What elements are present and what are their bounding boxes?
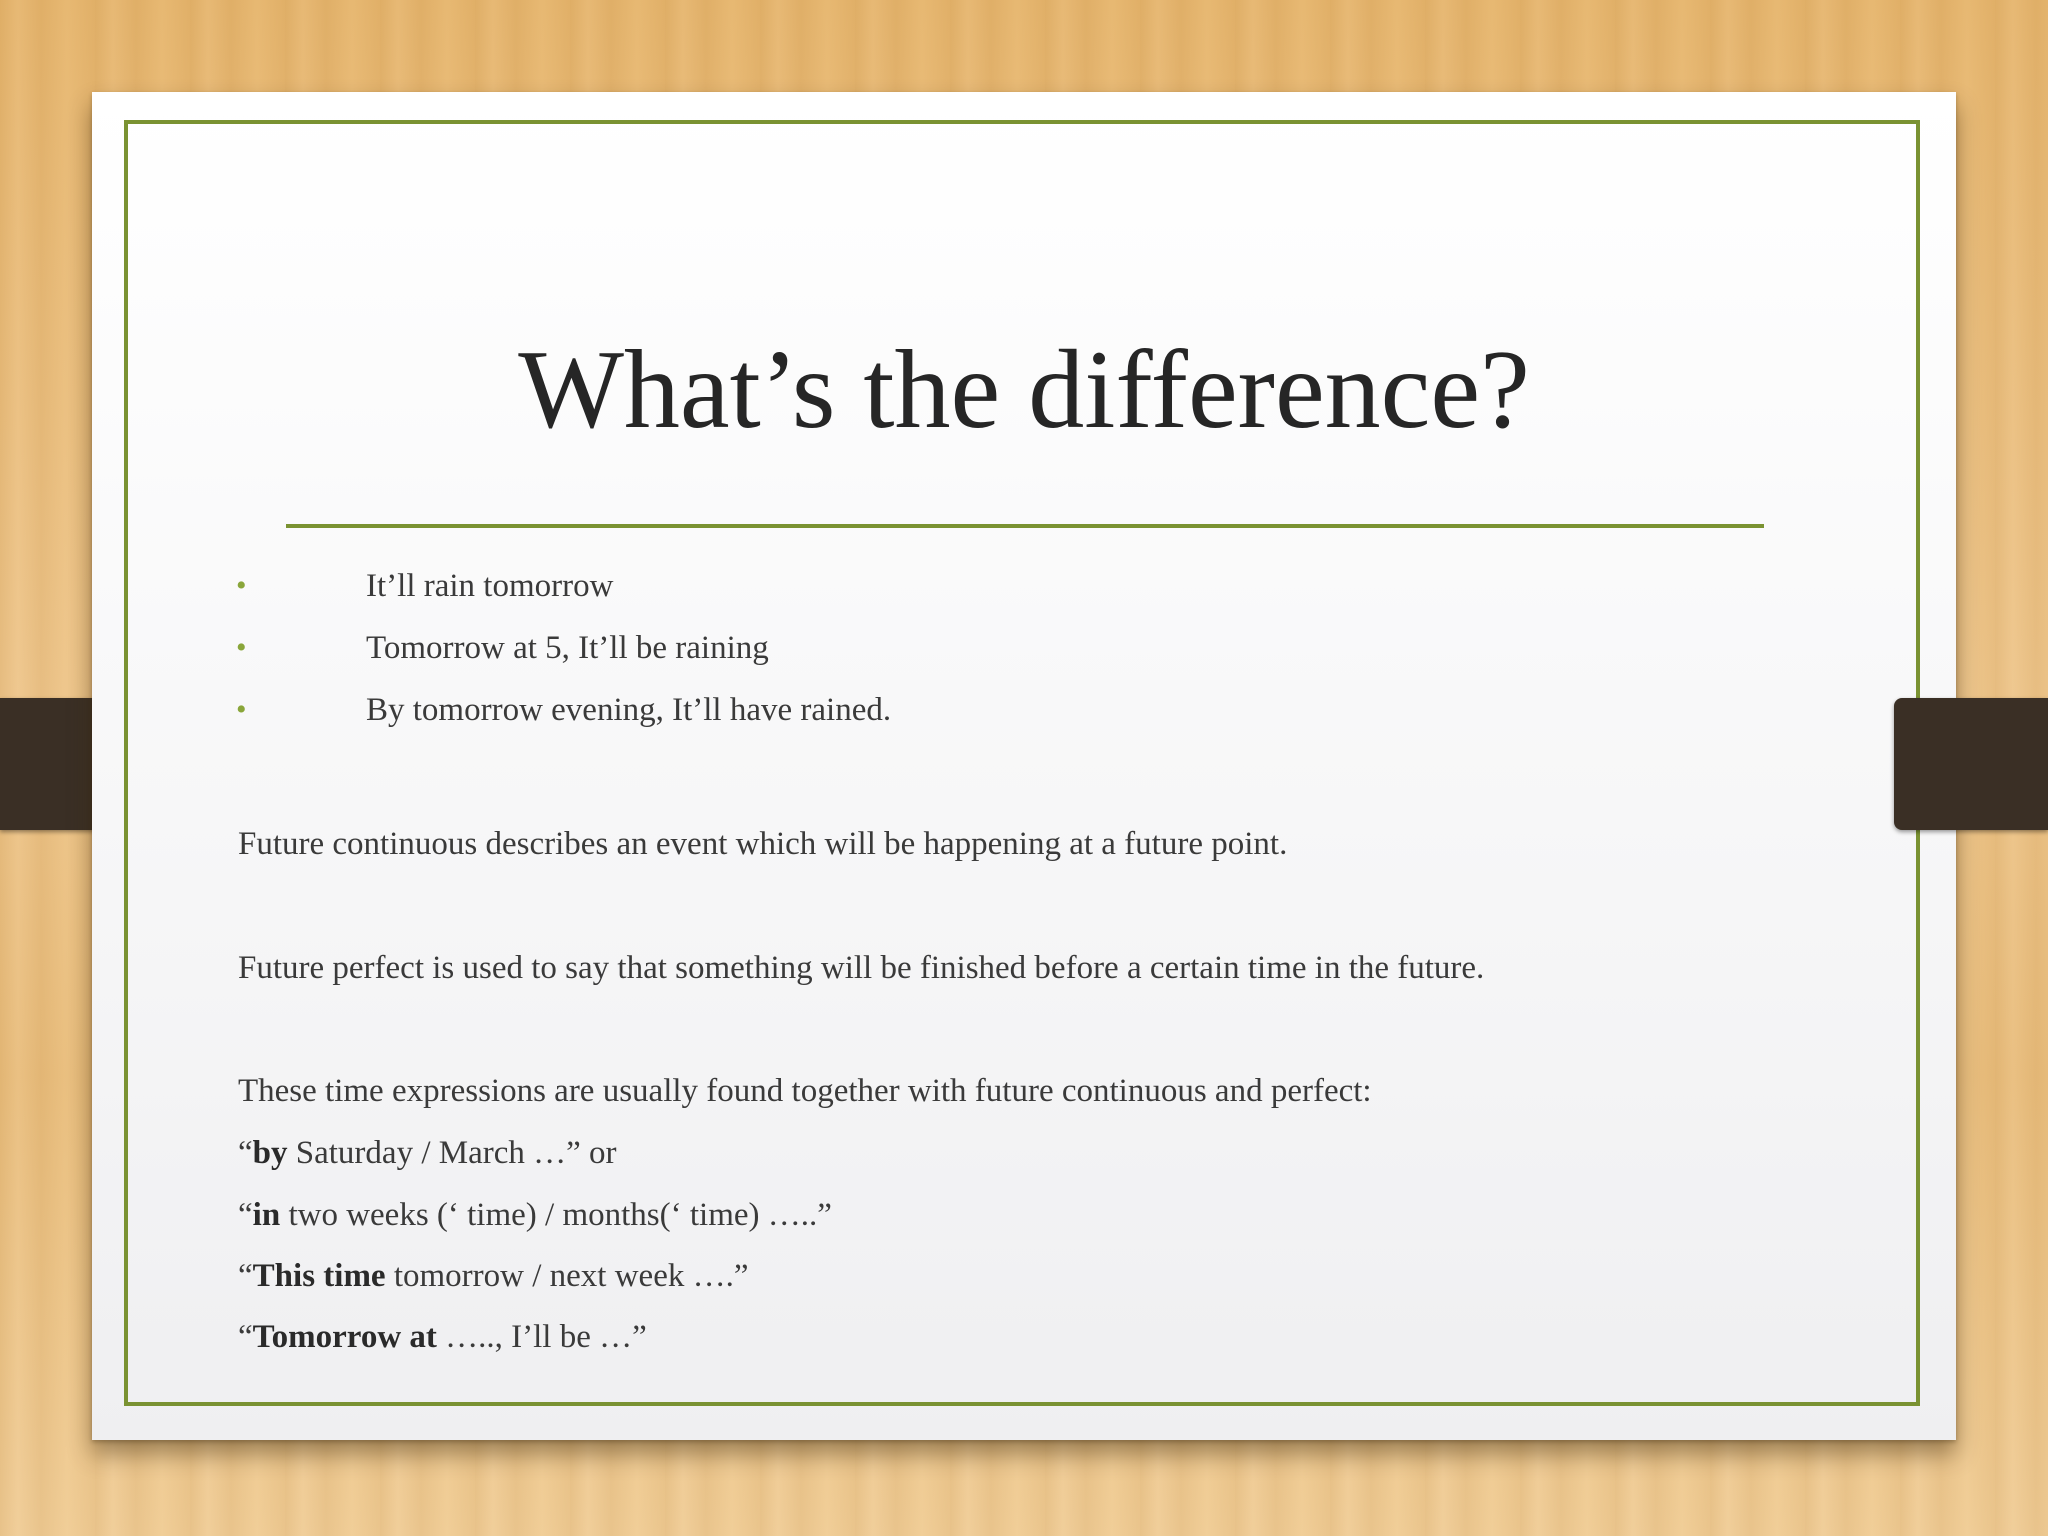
quote-mark: “ [238, 1319, 253, 1355]
time-expression-line [238, 1306, 647, 1368]
bullet-text: Tomorrow at 5, It’ll be raining [366, 630, 769, 666]
future-continuous-definition: Future continuous describes an event which will be happening at a future point. [238, 826, 1288, 862]
quote-mark: “ [238, 1258, 253, 1294]
time-expression-rest: tomorrow / next week ….” [385, 1258, 749, 1294]
time-expressions-intro: These time expressions are usually found together with future continuous and perfect: [238, 1073, 1372, 1109]
time-expression-line [238, 1184, 832, 1246]
bullet-dot-icon: • [236, 569, 247, 602]
time-expression-rest: two weeks (‘ time) / months(‘ time) …..” [280, 1197, 832, 1233]
bullet-text: It’ll rain tomorrow [366, 568, 614, 604]
time-expression-keyword: This time [252, 1258, 386, 1294]
future-perfect-definition: Future perfect is used to say that something will be finished before a certain time in the future. [238, 950, 1485, 986]
title-divider [286, 524, 1764, 528]
bullet-text: By tomorrow evening, It’ll have rained. [366, 692, 892, 728]
quote-mark: “ [238, 1135, 253, 1171]
time-expression-keyword: in [252, 1197, 281, 1233]
time-expression-rest: Saturday / March …” or [287, 1135, 617, 1171]
time-expression-line [238, 1122, 617, 1184]
bullet-dot-icon: • [236, 693, 247, 726]
quote-mark: “ [238, 1197, 253, 1233]
slide-title: What’s the difference? [518, 328, 1530, 452]
right-binder-strap [1894, 698, 2048, 830]
time-expression-line [238, 1245, 748, 1307]
time-expression-rest: ….., I’ll be …” [436, 1319, 647, 1355]
bullet-dot-icon: • [236, 631, 247, 664]
time-expression-keyword: Tomorrow at [252, 1319, 437, 1355]
time-expression-keyword: by [252, 1135, 288, 1171]
